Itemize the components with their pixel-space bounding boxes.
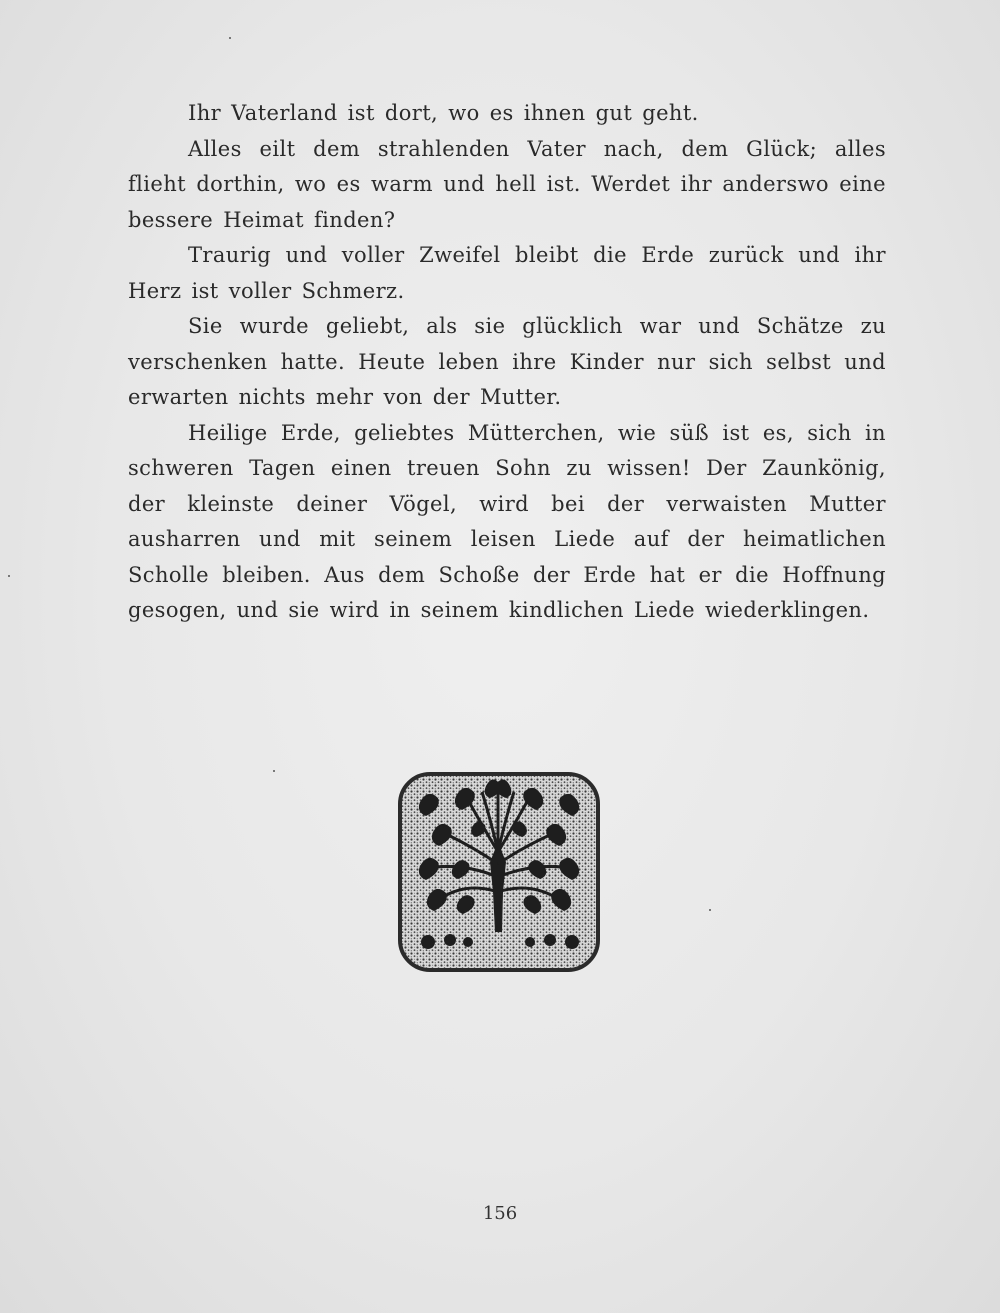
paragraph: Alles eilt dem strahlenden Vater nach, dem Glück; alles flieht dorthin, wo es warm und hell ist. Werdet ihr anderswo eine bessere Heimat finden? xyxy=(128,136,886,232)
paper-speck xyxy=(8,575,10,577)
paper-speck xyxy=(709,909,711,911)
paper-speck xyxy=(273,770,275,772)
paragraph: Sie wurde geliebt, als sie glücklich war und Schätze zu verschenken hatte. Heute leben ihre Kinder nur sich selbst und erwarten nichts mehr von der Mutter. xyxy=(128,314,886,409)
paragraph: Ihr Vaterland ist dort, wo es ihnen gut geht. xyxy=(188,101,699,125)
paper-speck xyxy=(229,37,231,39)
body-text xyxy=(128,96,886,629)
paragraph: Traurig und voller Zweifel bleibt die Erde zurück und ihr Herz ist voller Schmerz. xyxy=(128,243,886,303)
page-number: 156 xyxy=(482,1203,518,1224)
paragraph: Heilige Erde, geliebtes Mütterchen, wie süß ist es, sich in schweren Tagen einen treuen Sohn zu wissen! Der Zaunkönig, der kleinste deiner Vögel, wird bei der verwaisten Mutter ausharren und mit seinem leisen Liede auf der heimatlichen Scholle bleiben. Aus dem Schoße der Erde hat er die Hoffnung gesogen, und sie wird in seinem kindlichen Liede wiederklingen. xyxy=(128,420,886,622)
tree-ornament-icon xyxy=(398,772,600,972)
